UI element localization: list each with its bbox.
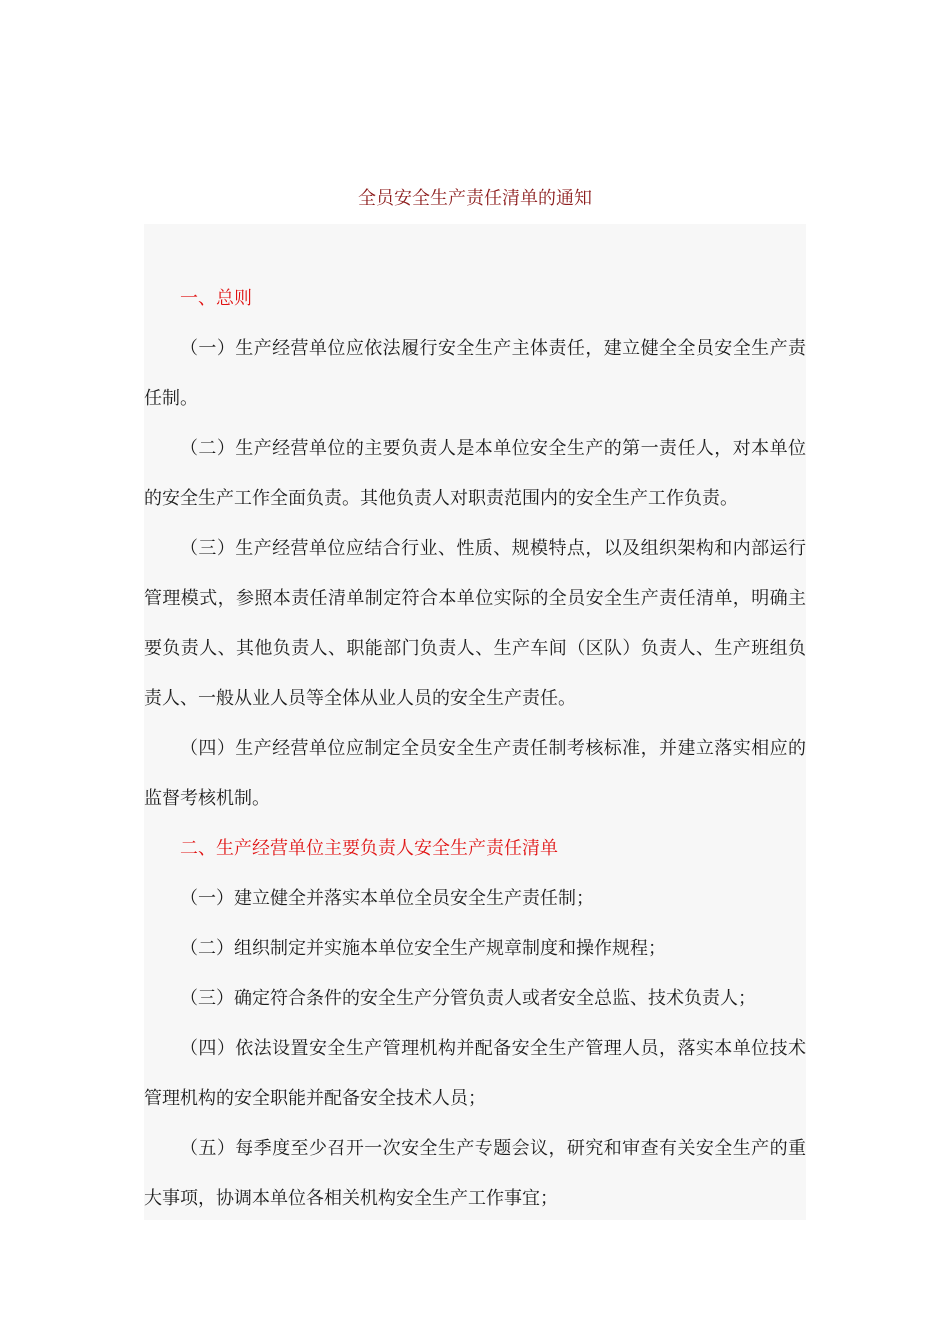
- list-item: （一）建立健全并落实本单位全员安全生产责任制；: [180, 888, 594, 909]
- list-item: （三）确定符合条件的安全生产分管负责人或者安全总监、技术负责人；: [180, 988, 756, 1009]
- paragraph: （二）生产经营单位的主要负责人是本单位安全生产的第一责任人，对本单位的安全生产工作全面负责。其他负责人对职责范围内的安全生产工作负责。: [144, 438, 806, 509]
- section-heading: 二、生产经营单位主要负责人安全生产责任清单: [180, 838, 558, 859]
- paragraph: （三）生产经营单位应结合行业、性质、规模特点，以及组织架构和内部运行管理模式，参照本责任清单制定符合本单位实际的全员安全生产责任清单，明确主要负责人、其他负责人、职能部门负责人、生产车间（区队）负责人、生产班组负责人、一般从业人员等全体从业人员的安全生产责任。: [144, 538, 806, 709]
- list-item: （五）每季度至少召开一次安全生产专题会议，研究和审查有关安全生产的重大事项，协调本单位各相关机构安全生产工作事宜；: [144, 1138, 806, 1209]
- section-heading: 一、总则: [180, 288, 252, 309]
- page-title: 全员安全生产责任清单的通知: [358, 188, 592, 209]
- list-item: （二）组织制定并实施本单位安全生产规章制度和操作规程；: [180, 938, 666, 959]
- list-item: （四）依法设置安全生产管理机构并配备安全生产管理人员，落实本单位技术管理机构的安全职能并配备安全技术人员；: [144, 1038, 806, 1109]
- paragraph: （四）生产经营单位应制定全员安全生产责任制考核标准，并建立落实相应的监督考核机制。: [144, 738, 806, 809]
- document-body: [144, 274, 806, 1224]
- paragraph: （一）生产经营单位应依法履行安全生产主体责任，建立健全全员安全生产责任制。: [144, 338, 806, 409]
